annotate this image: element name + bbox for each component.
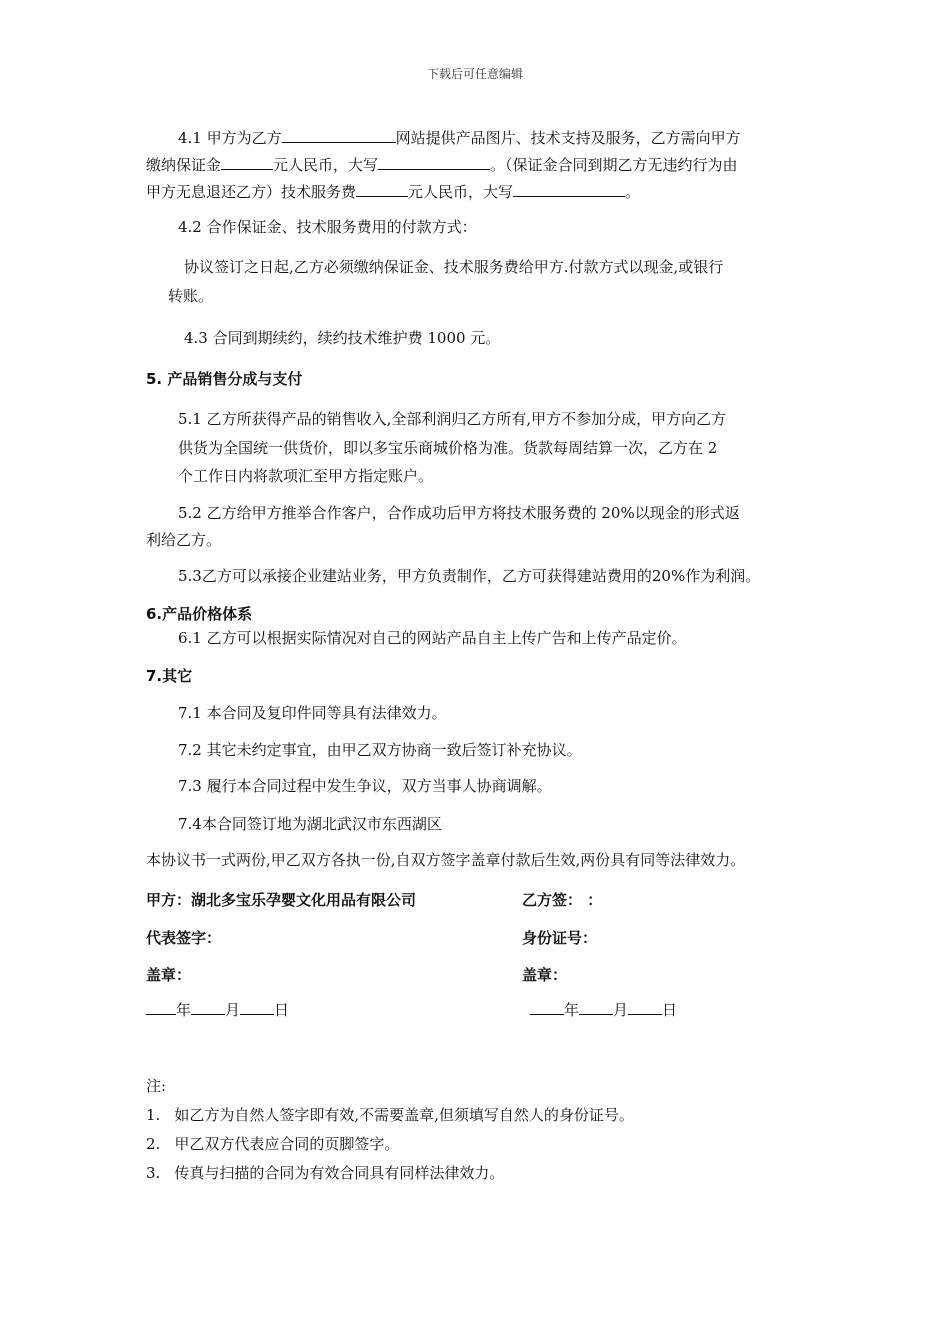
note-text: 传真与扫描的合同为有效合同具有同样法律效力。 bbox=[174, 1164, 505, 1182]
note-item bbox=[146, 1163, 504, 1183]
date-day: 日 bbox=[662, 1001, 678, 1019]
clause-4-1-line1 bbox=[178, 128, 741, 148]
date-year: 年 bbox=[176, 1001, 192, 1019]
clause-5-1-line1: 5.1 乙方所获得产品的销售收入,全部利润归乙方所有,甲方不参加分成，甲方向乙方 bbox=[178, 410, 727, 428]
clause-text: 4.1 甲方为乙方 bbox=[178, 129, 282, 147]
clause-4-2-body-line1: 协议签订之日起,乙方必须缴纳保证金、技术服务费给甲方.付款方式以现金,或银行 bbox=[184, 258, 724, 276]
date-month: 月 bbox=[225, 1001, 241, 1019]
section-heading-6: 6.产品价格体系 bbox=[146, 605, 253, 623]
clause-5-2-line2: 利给乙方。 bbox=[146, 531, 222, 549]
note-item bbox=[146, 1134, 399, 1154]
clause-text: 甲方无息退还乙方）技术服务费 bbox=[146, 183, 357, 201]
page-header: 下载后可任意编辑 bbox=[426, 67, 523, 81]
blank-field bbox=[221, 155, 273, 170]
section-heading-5: 5. 产品销售分成与支付 bbox=[146, 370, 303, 388]
clause-7-1: 7.1 本合同及复印件同等具有法律效力。 bbox=[178, 704, 447, 722]
clause-text: 网站提供产品图片、技术支持及服务，乙方需向甲方 bbox=[395, 129, 741, 147]
blank-field bbox=[628, 1000, 662, 1015]
blank-field bbox=[356, 182, 408, 197]
blank-field bbox=[146, 1000, 176, 1015]
clause-text: 缴纳保证金 bbox=[146, 156, 222, 174]
section-heading-7: 7.其它 bbox=[146, 667, 193, 685]
blank-field bbox=[579, 1000, 613, 1015]
clause-4-2: 4.2 合作保证金、技术服务费用的付款方式： bbox=[178, 218, 477, 236]
clause-text: 。（保证金合同到期乙方无违约行为由 bbox=[490, 156, 738, 174]
date-month: 月 bbox=[613, 1001, 629, 1019]
clause-4-1-line2 bbox=[146, 155, 738, 175]
note-item bbox=[146, 1105, 634, 1125]
clause-7-2: 7.2 其它未约定事宜，由甲乙双方协商一致后签订补充协议。 bbox=[178, 741, 582, 759]
clause-4-1-line3 bbox=[146, 182, 640, 202]
date-year: 年 bbox=[564, 1001, 580, 1019]
date-day: 日 bbox=[274, 1001, 290, 1019]
clause-text: 元人民币，大写 bbox=[273, 156, 379, 174]
clause-5-3: 5.3乙方可以承接企业建站业务，甲方负责制作，乙方可获得建站费用的20%作为利润。 bbox=[178, 567, 761, 585]
agreement-statement: 本协议书一式两份,甲乙双方各执一份,自双方签字盖章付款后生效,两份具有同等法律效力。 bbox=[146, 851, 746, 869]
clause-text: 。 bbox=[625, 183, 641, 201]
blank-field bbox=[240, 1000, 274, 1015]
id-number-label: 身份证号： bbox=[522, 929, 598, 947]
clause-7-3: 7.3 履行本合同过程中发生争议，双方当事人协商调解。 bbox=[178, 777, 552, 795]
note-number: 2. bbox=[146, 1135, 161, 1153]
representative-signature-label: 代表签字： bbox=[146, 929, 222, 947]
blank-field bbox=[282, 128, 396, 143]
party-b: 乙方签： ： bbox=[522, 891, 603, 909]
blank-field bbox=[530, 1000, 564, 1015]
party-a: 甲方：湖北多宝乐孕婴文化用品有限公司 bbox=[146, 891, 417, 909]
note-number: 3. bbox=[146, 1164, 161, 1182]
blank-field bbox=[378, 155, 490, 170]
seal-label-b: 盖章： bbox=[522, 966, 568, 984]
clause-5-1-line3: 个工作日内将款项汇至甲方指定账户。 bbox=[178, 467, 434, 485]
note-number: 1. bbox=[146, 1106, 161, 1124]
date-line-a bbox=[146, 1000, 289, 1020]
blank-field bbox=[513, 182, 625, 197]
clause-6-1: 6.1 乙方可以根据实际情况对自己的网站产品自主上传广告和上传产品定价。 bbox=[178, 629, 687, 647]
clause-text: 元人民币，大写 bbox=[408, 183, 514, 201]
notes-title: 注: bbox=[146, 1077, 167, 1095]
clause-7-4: 7.4本合同签订地为湖北武汉市东西湖区 bbox=[178, 815, 442, 833]
date-line-b bbox=[530, 1000, 677, 1020]
seal-label-a: 盖章： bbox=[146, 966, 192, 984]
note-text: 如乙方为自然人签字即有效,不需要盖章,但须填写自然人的身份证号。 bbox=[174, 1106, 634, 1124]
clause-4-3: 4.3 合同到期续约，续约技术维护费 1000 元。 bbox=[184, 329, 501, 347]
clause-5-1-line2: 供货为全国统一供货价，即以多宝乐商城价格为准。货款每周结算一次，乙方在 2 bbox=[178, 439, 718, 457]
note-text: 甲乙双方代表应合同的页脚签字。 bbox=[174, 1135, 400, 1153]
blank-field bbox=[191, 1000, 225, 1015]
clause-5-2-line1: 5.2 乙方给甲方推举合作客户，合作成功后甲方将技术服务费的 20%以现金的形式返 bbox=[178, 504, 740, 522]
clause-4-2-body-line2: 转账。 bbox=[168, 287, 214, 305]
